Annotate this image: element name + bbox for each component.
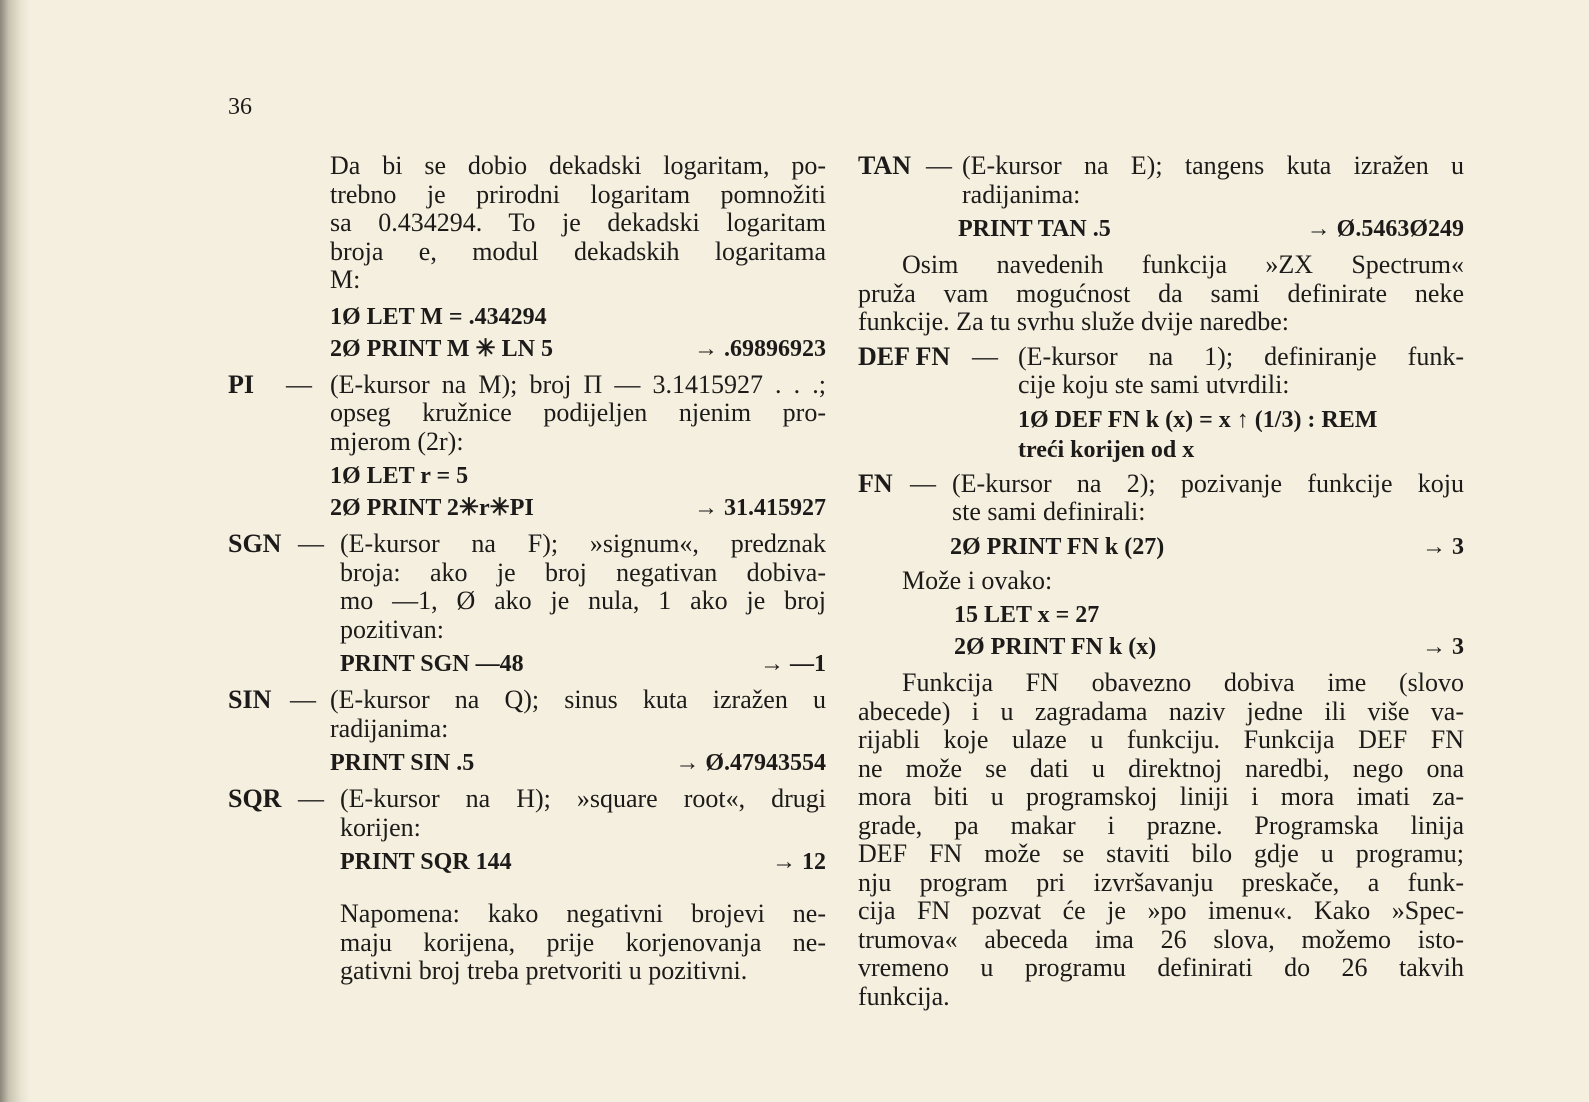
final-paragraph: Funkcija FN obavezno dobiva ime (slovo abecede) i u zagradama naziv jedne ili više va- rijabli koje ulaze u funkciju. Funkcija DEF FN ne može se dati u direktnoj naredbi, nego ona mora biti u programskoj liniji i mora imati za- grade, pa makar i prazne. Programska linija DEF FN može se staviti bilo gdje u programu; nju program pri izvršavanju preskače, a funk- cija FN pozvat će je »po imenu«. Kako »Spec- trumova« abeceda ima 26 slova, možemo isto- vremeno u programu definirati do 26 takvih funkcija. (858, 668, 1464, 1011)
code-line-continuation: treći korijen od x (1018, 436, 1195, 463)
entry-description: (E-kursor na E); tangens kuta izražen u radijanima: (962, 151, 1464, 209)
entry-tan (858, 152, 1464, 209)
dash: — (298, 529, 324, 558)
entry-description: (E-kursor na F); »signum«, predznak broja: ako je broj negativan dobiva- mo —1, Ø ako je nula, 1 ako je broj pozitivan: (340, 529, 826, 644)
dash: — (926, 151, 952, 180)
code-line: PRINT SGN —48 → —1 (340, 651, 826, 677)
code-line: 15 LET x = 27 (954, 602, 1100, 628)
osim-paragraph: Osim navedenih funkcija »ZX Spectrum« pruža vam mogućnost da sami definirate neke funkcije. Za tu svrhu služe dvije naredbe: (858, 250, 1464, 336)
entry-fn (858, 470, 1464, 527)
keyword-fn: FN (858, 468, 893, 498)
keyword-sqr: SQR (228, 784, 282, 813)
moze-line: Može i ovako: (902, 565, 1053, 595)
keyword-sin: SIN (228, 685, 272, 714)
code-line: 2Ø PRINT 2✳r✳PI → 31.415927 (330, 495, 826, 521)
entry-pi (228, 371, 826, 457)
entry-sqr (228, 785, 826, 842)
page-number: 36 (228, 94, 252, 120)
code-line: 2Ø PRINT FN k (27) → 3 (950, 533, 1464, 560)
right-column (858, 152, 1464, 1017)
code-line: 1Ø DEF FN k (x) = x ↑ (1/3) : REM (1018, 406, 1378, 433)
code-line: PRINT SIN .5 → Ø.47943554 (330, 750, 826, 776)
entry-description: (E-kursor na H); »square root«, drugi korijen: (340, 784, 826, 842)
code-line: 1Ø LET M = .434294 (330, 303, 547, 330)
entry-sin (228, 686, 826, 743)
code-line: PRINT SQR 144 → 12 (340, 849, 826, 875)
note-paragraph: Napomena: kako negativni brojevi ne- maju korijena, prije korjenovanja ne- gativni broj treba pretvoriti u pozitivni. (340, 899, 826, 985)
code-line: 2Ø PRINT M ✳ LN 5 → .69896923 (330, 335, 826, 362)
code-line: 2Ø PRINT FN k (x) → 3 (954, 634, 1464, 660)
keyword-def-fn: DEF FN (858, 341, 951, 371)
entry-sgn (228, 530, 826, 644)
entry-description: (E-kursor na 1); definiranje funk- cije koju ste sami utvrdili: (1018, 341, 1464, 399)
entry-def-fn (858, 343, 1464, 400)
keyword-tan: TAN (858, 151, 911, 180)
code-line: PRINT TAN .5 → Ø.5463Ø249 (958, 216, 1464, 242)
dash: — (286, 369, 312, 399)
code-line: 1Ø LET r = 5 (330, 463, 469, 489)
entry-description: (E-kursor na 2); pozivanje funkcije koju ste sami definirali: (952, 468, 1464, 526)
dash: — (290, 685, 316, 714)
entry-description: (E-kursor na M); broj Π — 3.1415927 . . .; opseg kružnice podijeljen njenim pro- mjerom (2r): (330, 369, 826, 456)
keyword-sgn: SGN (228, 529, 282, 558)
intro-paragraph: Da bi se dobio dekadski logaritam, po- trebno je prirodni logaritam pomnožiti sa 0.434294. To je dekadski logaritam broja e, modul dekadskih logaritama M: (330, 151, 826, 294)
keyword-pi: PI (228, 369, 254, 399)
left-column (228, 152, 826, 992)
entry-description: (E-kursor na Q); sinus kuta izražen u radijanima: (330, 685, 826, 743)
dash: — (972, 341, 998, 371)
book-binding-shadow (0, 0, 30, 1102)
dash: — (298, 784, 324, 813)
dash: — (910, 468, 936, 498)
